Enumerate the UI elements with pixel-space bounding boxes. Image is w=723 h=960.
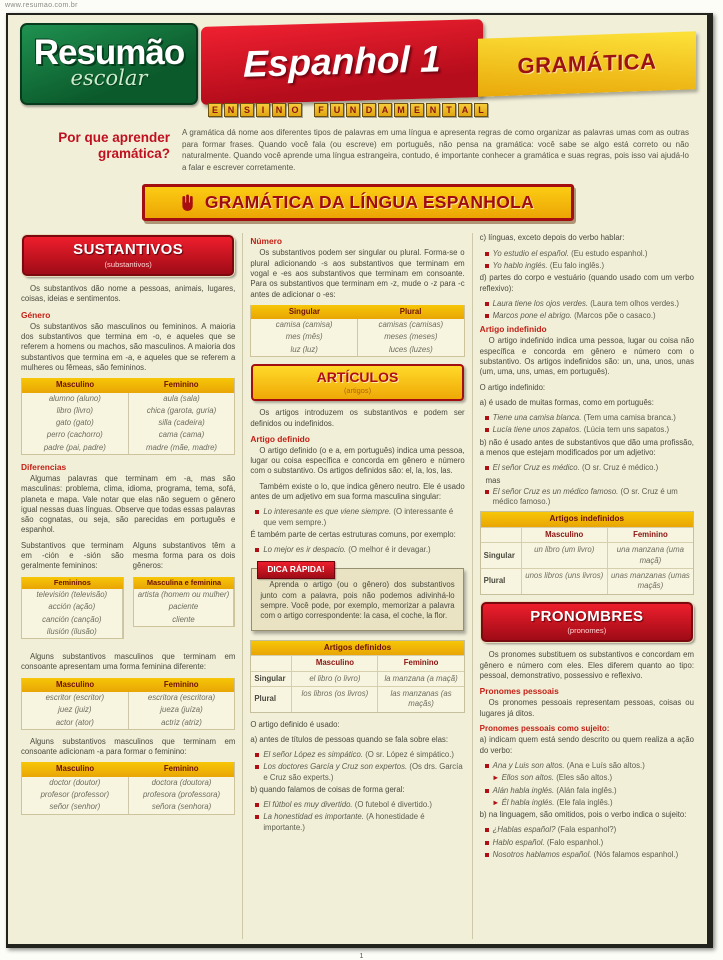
example xyxy=(255,812,464,833)
bullet-icon xyxy=(255,765,259,769)
example-pt: (Laura tem olhos verdes.) xyxy=(590,298,680,308)
example-pt: (Marcos põe o casaco.) xyxy=(574,311,656,321)
table-header-cell: Feminino xyxy=(163,764,199,774)
bullet-icon xyxy=(255,815,259,819)
table-row xyxy=(22,626,123,638)
table-artigos-definidos xyxy=(250,640,464,713)
table-femininos xyxy=(21,577,124,640)
example-es: Ellos son altos. xyxy=(501,773,555,783)
heading-pronomes-pessoais: Pronomes pessoais xyxy=(479,686,559,697)
quick-tip-text: Aprenda o artigo (ou o gênero) dos substantivos junto com a palavra, pois não podemos adivinhá-lo sempre. Você pode, por exemplo, memorizar a palavra com o artigo correspondente: la casa, el coche, la flor. xyxy=(260,580,455,621)
paragraph: Os artigos introduzem os substantivos e podem ser definidos ou indefinidos. xyxy=(250,408,465,428)
mini-col-masc-fem xyxy=(133,541,236,646)
column-pronombres xyxy=(472,233,701,939)
table-cell: meses (meses) xyxy=(384,332,438,342)
table-add-a xyxy=(21,762,235,814)
table-cell: libro (livro) xyxy=(22,405,129,417)
example-pt: (Tem uma camisa branca.) xyxy=(583,413,676,423)
subject-ribbon xyxy=(478,31,696,97)
usage-item: c) línguas, exceto depois do verbo hablar: xyxy=(479,233,625,243)
example xyxy=(485,463,694,473)
example-es: ¿Hablas español? xyxy=(492,825,556,835)
table-header-cell: Masculino xyxy=(291,655,377,670)
letter-tile: M xyxy=(394,103,408,117)
page-number: 1 xyxy=(359,953,364,960)
table-row xyxy=(22,405,234,417)
table-corner xyxy=(251,655,291,670)
intro-question: Por que aprender gramática? xyxy=(58,130,170,161)
paragraph: É também parte de certas estruturas comuns, por exemplo: xyxy=(250,529,456,539)
example xyxy=(485,487,694,508)
usage-item: b) na linguagem, são omitidos, pois o verbo indica o sujeito: xyxy=(479,810,687,820)
section-header-articulos xyxy=(251,364,463,401)
example-es: Nosotros hablamos español. xyxy=(492,850,592,859)
example xyxy=(255,507,464,528)
section-header-pronombres xyxy=(481,602,693,643)
example-es: Lo interesante es que viene siempre. xyxy=(263,507,392,517)
table-cell: mes (mês) xyxy=(251,331,358,343)
table-row xyxy=(22,589,123,601)
table-header xyxy=(22,678,234,692)
bullet-icon xyxy=(485,789,489,793)
table-header-cell: Feminino xyxy=(607,527,693,542)
paragraph: Alguns substantivos masculinos que terminam em consoante apresentam uma forma feminina diferente: xyxy=(21,652,236,672)
table-row-label: Singular xyxy=(251,671,291,686)
study-card xyxy=(6,13,713,948)
table-corner xyxy=(481,527,521,542)
table-cell: jueza (juíza) xyxy=(160,705,203,715)
example-sub xyxy=(494,798,694,808)
table-cell: actor (ator) xyxy=(22,717,129,729)
letter-tile: F xyxy=(314,103,328,117)
table-row xyxy=(22,717,234,729)
example-es: Lo mejor es ir despacio. xyxy=(263,545,347,555)
table-cell: escritor (escritor) xyxy=(22,692,129,704)
letter-tile: N xyxy=(426,103,440,117)
letter-tile: E xyxy=(208,103,222,117)
letter-tile: L xyxy=(474,103,488,117)
hand-icon xyxy=(181,194,196,211)
example-pt: (O sr. Cruz é médico.) xyxy=(581,463,659,473)
table-row xyxy=(22,777,234,789)
table-row xyxy=(22,417,234,429)
level-tiles xyxy=(208,103,488,117)
mini-col-femininos xyxy=(21,541,124,646)
example-es: Alán habla inglés. xyxy=(492,785,555,795)
bullet-icon xyxy=(485,853,489,857)
table-cell: juez (juiz) xyxy=(22,704,129,716)
quick-tip-label: DICA RÁPIDA! xyxy=(257,561,334,578)
example-es: Él habla inglés. xyxy=(501,797,555,807)
note: Alguns substantivos têm a mesma forma para os dois gêneros: xyxy=(132,540,236,571)
table-row-label: Singular xyxy=(481,542,521,568)
table-header-cell: Masculino xyxy=(521,527,607,542)
table-cell: canción (canção) xyxy=(22,614,123,626)
example xyxy=(485,761,694,771)
table-irregular xyxy=(21,678,235,730)
bullet-icon xyxy=(485,466,489,470)
paragraph: Os substantivos são masculinos ou femininos. A maioria dos substantivos que termina em -o, e aqueles que se referem a homens ou machos, são masculinos. A maioria dos substantivos que termina em -a, e aqueles que se referem a mulheres ou fêmeas, são femininos. xyxy=(21,321,236,372)
bullet-icon xyxy=(485,828,489,832)
course-title: Espanhol 1 xyxy=(243,38,441,85)
table-row xyxy=(251,331,463,343)
section-title: PRONOMBRES xyxy=(530,607,644,625)
example-pt: (Fala espanhol?) xyxy=(557,825,617,835)
heading-sujeito: Pronomes pessoais como sujeito: xyxy=(479,723,610,733)
paragraph: Os substantivos dão nome a pessoas, animais, lugares, coisas, ideias e sentimentos. xyxy=(21,284,236,304)
table-genero xyxy=(21,378,235,455)
example-pt: (O sr. Cruz é um médico famoso.) xyxy=(492,486,678,507)
table-header-cell: Feminino xyxy=(163,380,199,390)
paragraph: O artigo indefinido indica uma pessoa, lugar ou coisa não específica e concorda em gênero e número com o substantivo. Os artigos indefinidos são: un, una, unos, unas (um, uma, uns, umas, em português). xyxy=(479,336,694,377)
table-cell: escritora (escritora) xyxy=(147,693,216,703)
usage-item: b) quando falamos de coisas de forma geral: xyxy=(250,784,405,794)
table-cell: profesor (professor) xyxy=(22,789,129,801)
note: Substantivos que terminam em -ción e -sión são geralmente femininos: xyxy=(21,540,124,571)
bullet-icon xyxy=(255,753,259,757)
table-row xyxy=(251,344,463,356)
table-row xyxy=(22,442,234,454)
table-header xyxy=(134,577,235,590)
subject-title: GRAMÁTICA xyxy=(517,48,657,79)
table-row xyxy=(134,601,235,613)
example xyxy=(485,850,694,860)
letter-tile: N xyxy=(224,103,238,117)
table-cell: acción (ação) xyxy=(22,601,123,613)
section-subtitle: (pronomes) xyxy=(567,626,607,636)
table-cell: doctora (doutora) xyxy=(151,777,212,787)
example-es: La honestidad es importante. xyxy=(263,812,364,822)
example-es: Tiene una camisa blanca. xyxy=(492,413,582,423)
example-es: El señor López es simpático. xyxy=(263,750,364,760)
table-row xyxy=(22,614,123,626)
table-header xyxy=(22,762,234,776)
example-es: El señor Cruz es un médico famoso. xyxy=(492,486,619,496)
usage-item: a) indicam quem está sendo descrito ou quem realiza a ação do verbo: xyxy=(479,735,694,755)
letter-tile xyxy=(304,103,312,117)
paragraph: Os pronomes substituem os substantivos e concordam em gênero e número com eles. Eles diferem quanto ao tipo: pessoal, demonstrativo, possessivo e reflexivo. xyxy=(479,650,694,680)
letter-tile: A xyxy=(458,103,472,117)
table-cell: silla (cadeira) xyxy=(158,418,205,428)
example-es: Laura tiene los ojos verdes. xyxy=(492,298,589,308)
usage-item: b) não é usado antes de substantivos que dão uma profissão, a menos que estejam modificados por um adjetivo: xyxy=(479,437,694,457)
example xyxy=(485,261,694,271)
bullet-icon xyxy=(485,841,489,845)
letter-tile: S xyxy=(240,103,254,117)
table-header xyxy=(22,378,234,392)
section-header-sustantivos xyxy=(22,235,234,276)
table-row xyxy=(22,801,234,813)
letter-tile: N xyxy=(346,103,360,117)
table-header-cell: Singular xyxy=(288,306,321,316)
example xyxy=(485,425,694,435)
example-es: El señor Cruz es médico. xyxy=(492,463,580,473)
example-pt: (Nós falamos espanhol.) xyxy=(593,850,679,859)
column-articulos xyxy=(242,233,471,939)
table-masc-fem xyxy=(133,577,236,627)
table-cell: camisas (camisas) xyxy=(378,320,444,330)
table-header-cell: Masculino xyxy=(56,764,95,774)
table-numero xyxy=(250,305,464,357)
table-row xyxy=(22,393,234,405)
table-row-label: Plural xyxy=(251,686,291,712)
table-title: Artigos indefinidos xyxy=(481,512,693,527)
table-header-cell: Masculino xyxy=(56,380,95,390)
table-header-cell: Feminino xyxy=(163,679,199,689)
table-cell: actriz (atriz) xyxy=(161,717,202,727)
example-pt: (Lúcia tem uns sapatos.) xyxy=(583,425,670,435)
example xyxy=(485,249,694,259)
table-cell: madre (mãe, madre) xyxy=(145,442,218,452)
letter-tile: N xyxy=(272,103,286,117)
example-es: Yo estudio el español. xyxy=(492,248,569,258)
table-cell: señor (senhor) xyxy=(22,801,129,813)
table-cell: cliente xyxy=(134,614,235,626)
table-cell: señora (senhora) xyxy=(151,802,212,812)
example xyxy=(485,413,694,423)
column-sustantivos xyxy=(14,233,242,939)
example-es: Hablo español. xyxy=(492,837,545,847)
example xyxy=(485,786,694,796)
table-row xyxy=(22,704,234,716)
table-header xyxy=(251,305,463,319)
example-es: Ana y Luis son altos. xyxy=(492,761,565,771)
example xyxy=(485,838,694,848)
example-es: El fútbol es muy divertido. xyxy=(263,800,353,810)
section-subtitle: (substantivos) xyxy=(104,260,152,270)
table-header-cell: Feminino xyxy=(377,655,463,670)
example-pt: (Os drs. García e Cruz são experts.) xyxy=(263,762,463,782)
table-cell: luces (luzes) xyxy=(388,344,433,354)
table-header-cell: Masculina e feminina xyxy=(146,577,222,587)
letter-tile: T xyxy=(442,103,456,117)
table-cell: paciente xyxy=(134,601,235,613)
example-pt: (Alán fala inglês.) xyxy=(556,785,617,795)
paragraph: O artigo indefinido: xyxy=(479,382,546,392)
bullet-icon xyxy=(485,252,489,256)
table-cell: padre (pai, padre) xyxy=(22,442,129,454)
example-pt: (Ana e Luís são altos.) xyxy=(566,761,645,771)
table-header-cell: Masculino xyxy=(56,679,95,689)
example xyxy=(255,800,464,810)
example-pt: (O melhor é ir devagar.) xyxy=(348,545,431,555)
table-row-label: Plural xyxy=(481,568,521,594)
heading-genero: Género xyxy=(21,309,51,320)
header xyxy=(8,15,707,119)
table-cell: profesora (professora) xyxy=(142,790,221,800)
table-row xyxy=(251,319,463,331)
table-cell: alumno (aluno) xyxy=(22,393,129,405)
example-pt: (O sr. López é simpático.) xyxy=(365,750,455,760)
bullet-icon xyxy=(485,764,489,768)
bullet-icon xyxy=(485,302,489,306)
table-cell: televisión (televisão) xyxy=(22,589,123,601)
letter-tile: E xyxy=(410,103,424,117)
table-cell: artista (homem ou mulher) xyxy=(134,589,235,601)
letter-tile: A xyxy=(378,103,392,117)
table-cell: los libros (os livros) xyxy=(291,686,377,712)
bullet-icon xyxy=(255,548,259,552)
course-title-ribbon xyxy=(201,19,483,105)
example-pt: (Falo espanhol.) xyxy=(546,837,604,847)
section-subtitle: (artigos) xyxy=(343,386,372,396)
letter-tile: O xyxy=(288,103,302,117)
paragraph: Algumas palavras que terminam em -a, mas são masculinas: problema, clima, idioma, programa, tema, sofá, planeta e mapa. Vale notar que elas não seguem o gênero igual nessas duas línguas. Observe que todas essas palavras são cognatas, ou seja, são parecidas em português e espanhol. xyxy=(21,474,236,535)
paragraph: Alguns substantivos masculinos que terminam em consoante adicionam -a para formar o feminino: xyxy=(21,736,236,757)
example-es: Lucía tiene unos zapatos. xyxy=(492,425,582,435)
example-pt: (Eu estudo espanhol.) xyxy=(571,248,648,258)
main-banner xyxy=(142,184,574,221)
table-cell: la manzana (a maçã) xyxy=(377,671,463,686)
bullet-icon xyxy=(485,490,489,494)
table-cell: una manzana (uma maçã) xyxy=(607,542,693,568)
table-row xyxy=(22,692,234,704)
paragraph: Os substantivos podem ser singular ou plural. Forma-se o plural adicionando -s aos substantivos que terminam em vogal e -es aos substantivos que terminam em consoante. Para os substantivos que terminam em -z, mude o -z para -c antes de adicionar o -es: xyxy=(250,248,465,299)
usage-item: a) é usado de muitas formas, como em português: xyxy=(479,397,654,407)
bullet-icon xyxy=(485,264,489,268)
content-columns xyxy=(8,227,707,939)
example-pt: (O futebol é divertido.) xyxy=(354,800,432,810)
example xyxy=(485,299,694,309)
quick-tip-box xyxy=(251,564,463,630)
example xyxy=(485,825,694,835)
example-pt: (Eu falo inglês.) xyxy=(549,260,605,270)
table-cell: unos libros (uns livros) xyxy=(521,568,607,594)
table-cell: doctor (doutor) xyxy=(22,777,129,789)
table-cell: perro (cachorro) xyxy=(22,429,129,441)
paragraph: O artigo definido é usado: xyxy=(250,719,340,729)
example-pt: (Ele fala inglês.) xyxy=(556,797,613,807)
bullet-icon xyxy=(255,510,259,514)
table-cell: aula (sala) xyxy=(163,393,200,403)
usage-item: d) partes do corpo e vestuário (quando usado com um verbo reflexivo): xyxy=(479,273,694,293)
intro-paragraph: A gramática dá nome aos diferentes tipos de palavras em uma língua e apresenta regras de como organizar as palavras umas com as outras para formar frases. Quando você fala (ou escreve) em português, não pensa na gramática: você sabe se algo está correto ou não naturalmente. Quando você aprende uma língua estrangeira, contudo, é importante conhecer a gramática e suas regras, pois isso vai ajudá-lo a falar e escrever corretamente. xyxy=(182,128,689,172)
table-cell: luz (luz) xyxy=(251,344,358,356)
bullet-icon xyxy=(485,416,489,420)
bullet-icon xyxy=(485,314,489,318)
table-cell: el libro (o livro) xyxy=(291,671,377,686)
table-grid xyxy=(481,527,693,593)
banner-title: GRAMÁTICA DA LÍNGUA ESPANHOLA xyxy=(204,192,535,213)
table-cell: gato (gato) xyxy=(22,417,129,429)
example xyxy=(255,545,464,555)
table-cell: un libro (um livro) xyxy=(521,542,607,568)
section-title: SUSTANTIVOS xyxy=(73,241,184,259)
example-pt: (Eles são altos.) xyxy=(556,773,613,783)
example-es: Yo hablo inglés. xyxy=(492,260,548,270)
table-row xyxy=(134,614,235,626)
example xyxy=(255,762,464,783)
table-artigos-indefinidos xyxy=(480,511,694,594)
heading-diferencias: Diferencias xyxy=(21,461,67,472)
table-cell: cama (cama) xyxy=(158,430,205,440)
example xyxy=(255,750,464,760)
table-cell: unas manzanas (umas maçãs) xyxy=(607,568,693,594)
table-header-cell: Plural xyxy=(399,306,422,316)
example xyxy=(485,311,694,321)
arrow-icon: ▸ xyxy=(493,773,498,783)
paragraph: Também existe o lo, que indica gênero neutro. Ele é usado antes de um adjetivo em sua forma masculina singular: xyxy=(250,481,465,502)
letter-tile: I xyxy=(256,103,270,117)
table-row xyxy=(22,789,234,801)
paragraph: O artigo definido (o e a, em português) indica uma pessoa, lugar ou coisa específica e concorda em gênero e número com o substantivo. Os artigos definidos são: el, la, los, las. xyxy=(250,445,465,476)
bullet-icon xyxy=(255,803,259,807)
section-title: ARTÍCULOS xyxy=(316,369,399,385)
table-cell: chica (garota, guria) xyxy=(146,405,217,415)
letter-tile: U xyxy=(330,103,344,117)
paragraph: Os pronomes pessoais representam pessoas, coisas ou lugares já ditos. xyxy=(479,698,694,718)
usage-item: a) antes de títulos de pessoas quando se fala sobre elas: xyxy=(250,734,448,744)
table-cell: las manzanas (as maçãs) xyxy=(377,686,463,712)
table-header-cell: Femininos xyxy=(53,577,91,587)
brand-logo xyxy=(20,23,198,105)
table-row xyxy=(134,589,235,601)
brand-title: Resumão xyxy=(33,33,185,72)
table-cell: ilusión (ilusão) xyxy=(22,626,123,638)
bullet-icon xyxy=(485,428,489,432)
table-cell: camisa (camisa) xyxy=(251,319,358,331)
heading-artigo-indefinido: Artigo indefinido xyxy=(479,324,547,335)
example-sub xyxy=(494,773,694,783)
url-text: www.resumao.com.br xyxy=(5,2,78,9)
heading-numero: Número xyxy=(250,236,282,247)
table-row xyxy=(22,429,234,441)
example-pt: (O interessante é que vem sempre.) xyxy=(263,507,454,527)
example-es: Marcos pone el abrigo. xyxy=(492,311,572,321)
table-grid xyxy=(251,655,463,711)
mini-columns xyxy=(21,541,235,646)
table-title: Artigos definidos xyxy=(251,641,463,656)
connector-word: mas xyxy=(485,475,501,485)
heading-artigo-definido: Artigo definido xyxy=(250,433,310,444)
letter-tile: D xyxy=(362,103,376,117)
intro-section xyxy=(8,119,707,173)
table-row xyxy=(22,601,123,613)
table-header xyxy=(22,577,123,590)
arrow-icon: ▸ xyxy=(493,797,498,807)
brand-subtitle: escolar xyxy=(70,66,148,90)
example-pt: (A honestidade é importante.) xyxy=(263,812,425,832)
example-es: Los doctores García y Cruz son expertos. xyxy=(263,762,408,772)
